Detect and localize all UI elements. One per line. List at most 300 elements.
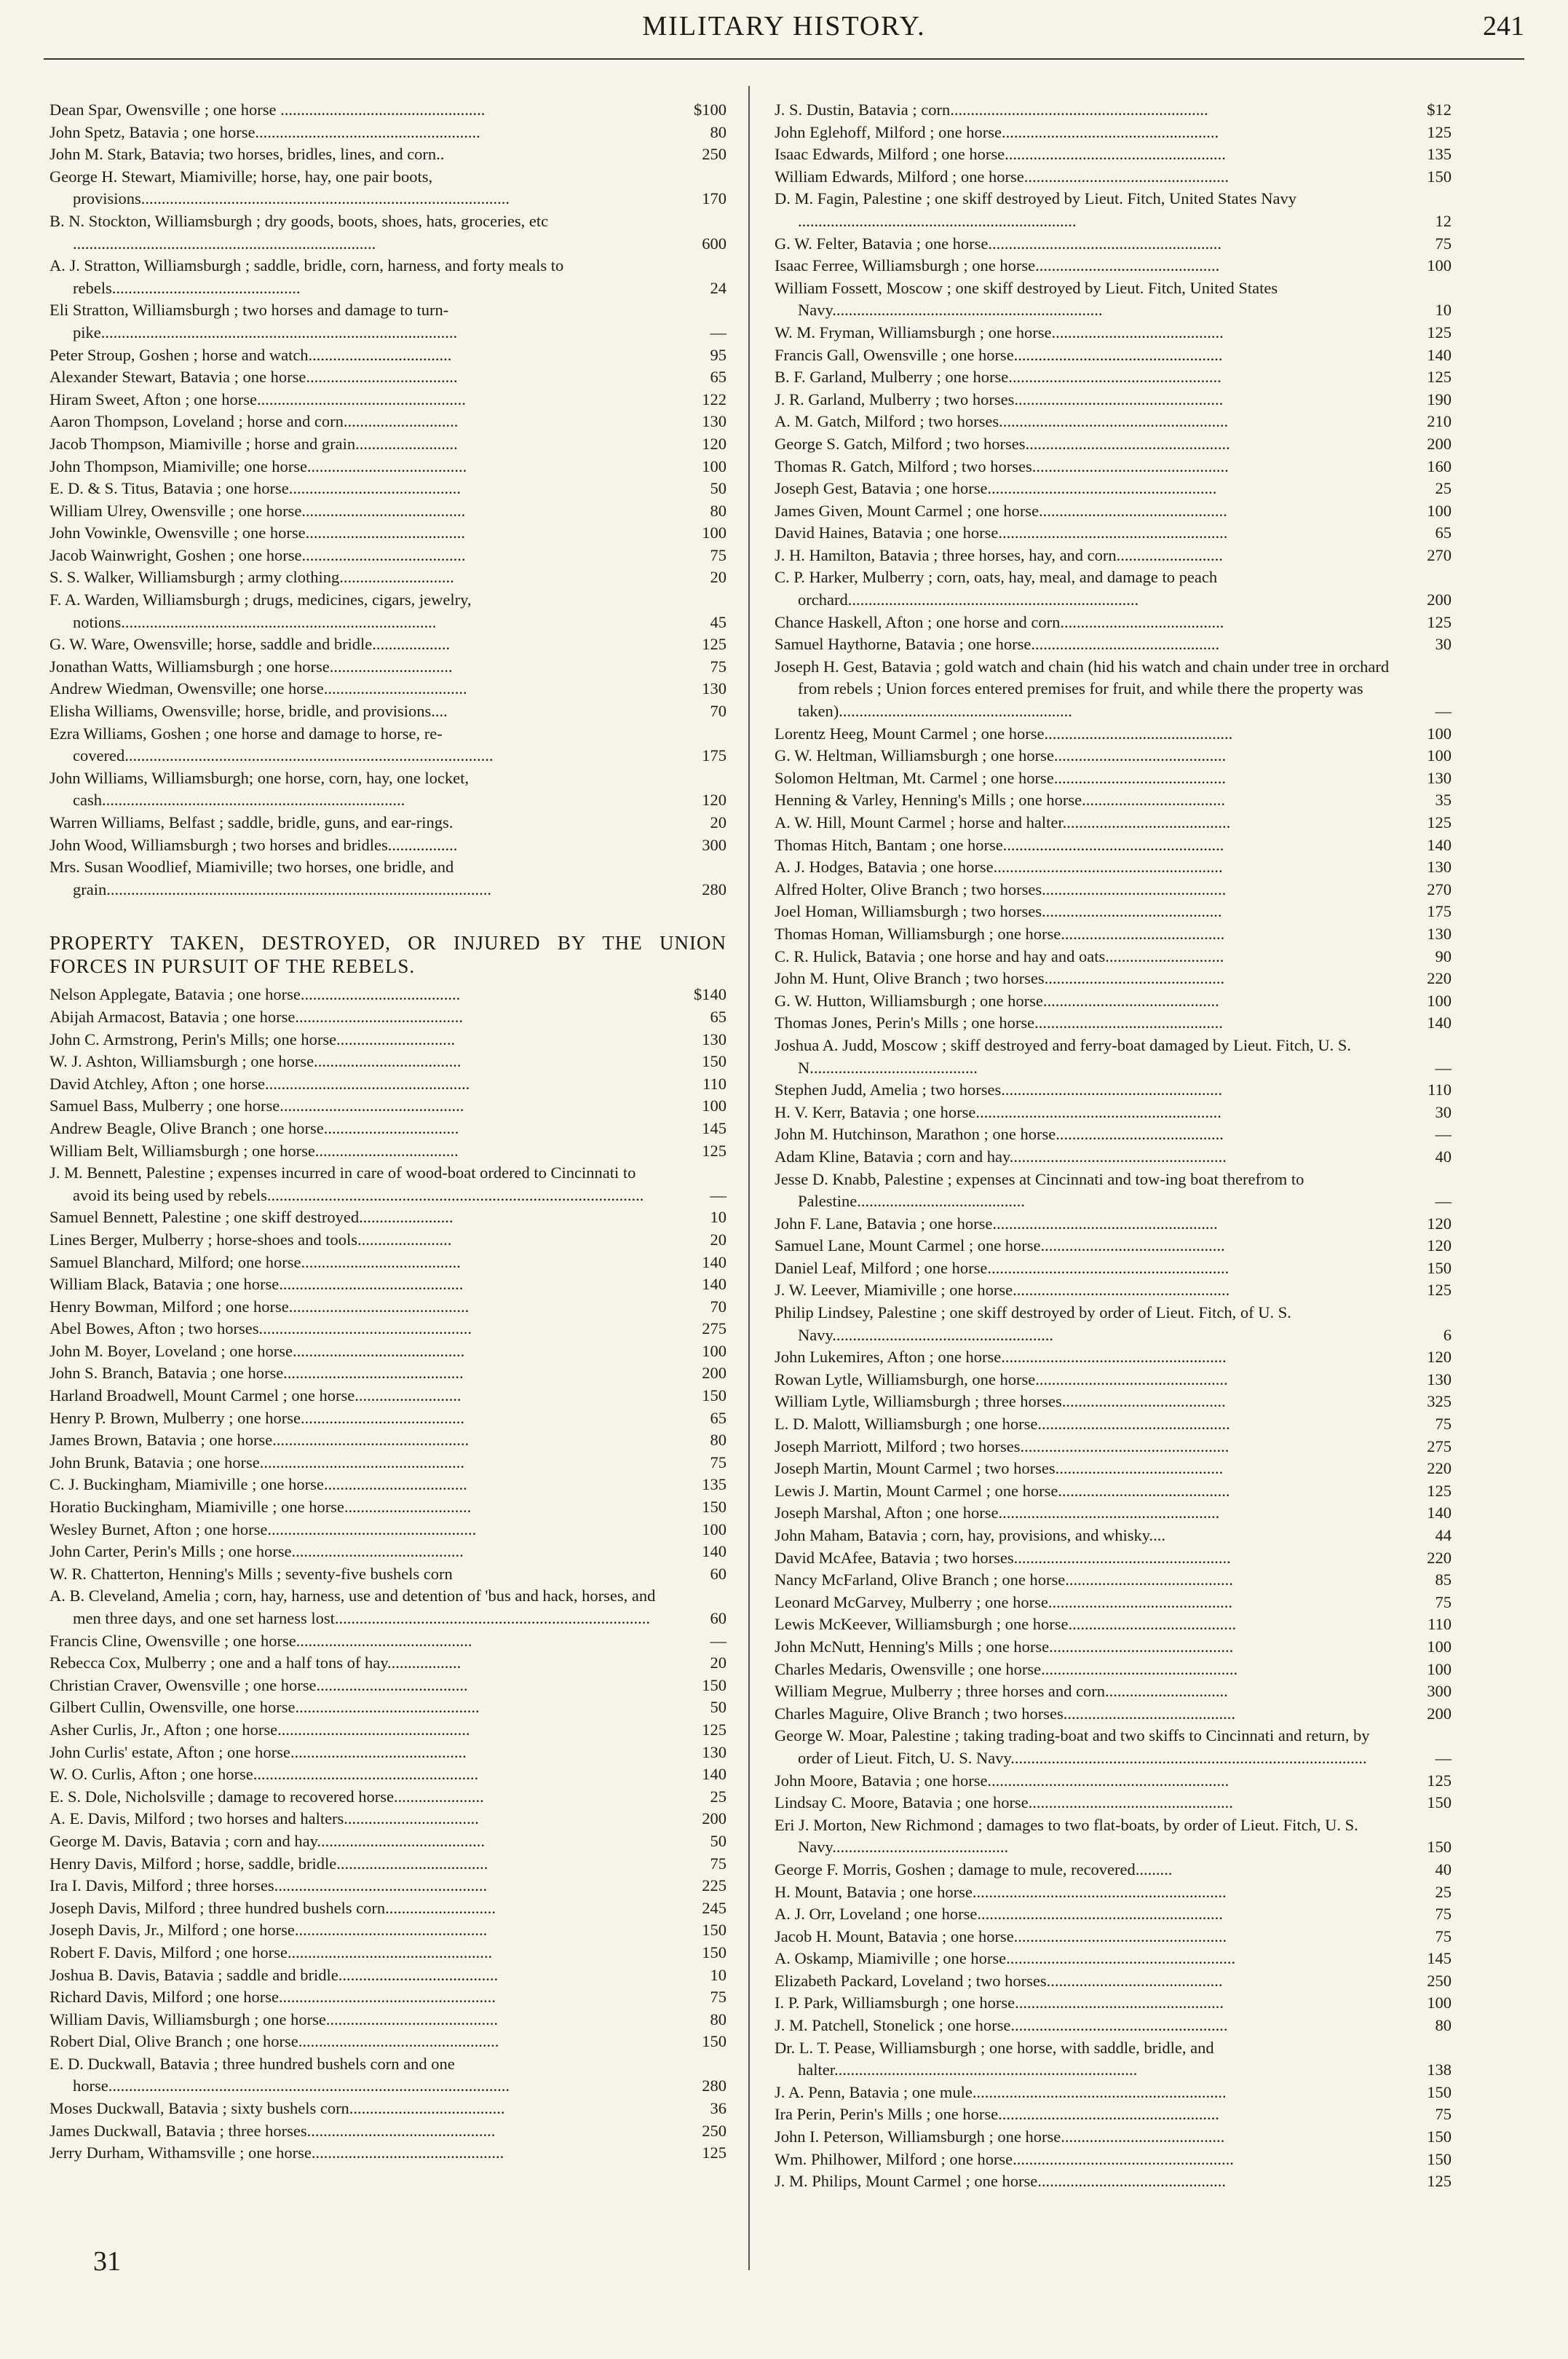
claim-amount: 65 xyxy=(710,1007,726,1026)
claim-entry xyxy=(50,255,726,299)
claim-description: Ezra Williams, Goshen ; one horse and damage to horse, re-covered.......................................................................................... xyxy=(50,724,494,765)
claim-amount: 140 xyxy=(702,1765,726,1784)
claim-description: John Brunk, Batavia ; one horse.................................................. xyxy=(50,1453,464,1471)
claim-amount: 40 xyxy=(1435,1860,1452,1878)
claim-amount: 225 xyxy=(702,1876,726,1895)
claim-description: E. D. & S. Titus, Batavia ; one horse.......................................... xyxy=(50,479,462,498)
claim-amount: 80 xyxy=(710,501,726,520)
claim-amount: 220 xyxy=(1427,1459,1452,1478)
claim-entry xyxy=(50,1318,726,1340)
claim-amount: 36 xyxy=(710,2099,726,2118)
claim-entry xyxy=(50,723,726,767)
claim-description: William Black, Batavia ; one horse............................................. xyxy=(50,1275,464,1294)
claim-entry xyxy=(50,2031,726,2053)
claim-entry xyxy=(50,1362,726,1385)
claim-description: John Williams, Williamsburgh; one horse, corn, hay, one locket, cash.......................................................................... xyxy=(50,768,470,810)
claim-description: Joseph Marriott, Milford ; two horses................................................... xyxy=(775,1437,1230,1455)
claim-amount: 100 xyxy=(702,523,726,542)
claim-entry xyxy=(50,1029,726,1051)
claim-entry xyxy=(775,1525,1452,1547)
claim-description: Christian Craver, Owensville ; one horse..................................... xyxy=(50,1675,468,1694)
claim-amount: 250 xyxy=(702,145,726,164)
claim-entry xyxy=(775,767,1452,790)
claim-description: John M. Boyer, Loveland ; one horse.......................................... xyxy=(50,1341,465,1360)
claim-description: Robert F. Davis, Milford ; one horse.................................................. xyxy=(50,1943,493,1961)
claim-entry xyxy=(50,1742,726,1764)
claim-entry xyxy=(50,1340,726,1363)
claim-amount: 10 xyxy=(710,1965,726,1984)
claim-entry xyxy=(775,1992,1452,2015)
claim-entry xyxy=(775,255,1452,277)
claim-entry xyxy=(50,566,726,589)
claim-entry xyxy=(775,1391,1452,1413)
claim-description: Gilbert Cullin, Owensville, one horse............................................. xyxy=(50,1698,480,1717)
claim-description: Jacob H. Mount, Batavia ; one horse.................................................... xyxy=(775,1927,1227,1945)
claim-amount: 24 xyxy=(710,278,726,297)
claim-description: Samuel Haythorne, Batavia ; one horse.............................................. xyxy=(775,635,1220,654)
claim-description: Chance Haskell, Afton ; one horse and corn........................................ xyxy=(775,612,1224,631)
claim-entry xyxy=(50,1986,726,2009)
claim-amount: 125 xyxy=(1427,122,1452,141)
claim-entry xyxy=(775,1502,1452,1525)
claim-amount: 140 xyxy=(1427,1503,1452,1522)
claim-amount: 100 xyxy=(1427,256,1452,275)
claim-description: Joseph Gest, Batavia ; one horse........................................................ xyxy=(775,479,1217,498)
claim-amount: 75 xyxy=(710,1854,726,1873)
claim-description: Andrew Beagle, Olive Branch ; one horse................................. xyxy=(50,1118,459,1137)
claim-amount: $100 xyxy=(694,100,726,119)
claim-entry xyxy=(50,2009,726,2031)
claim-entry xyxy=(50,984,726,1006)
claim-amount: 150 xyxy=(702,2032,726,2051)
claim-amount: 75 xyxy=(710,545,726,564)
claim-description: John Thompson, Miamiville; one horse....................................... xyxy=(50,457,467,475)
claim-description: George F. Morris, Goshen ; damage to mule, recovered......... xyxy=(775,1860,1173,1878)
claim-entry xyxy=(50,411,726,433)
claim-amount: 200 xyxy=(1427,590,1452,609)
claim-description: William Belt, Williamsburgh ; one horse................................... xyxy=(50,1141,459,1160)
claim-description: Elisha Williams, Owensville; horse, bridle, and provisions.... xyxy=(50,702,448,721)
claim-amount: 130 xyxy=(702,1742,726,1761)
claim-description: Wm. Philhower, Milford ; one horse...................................................... xyxy=(775,2149,1234,2168)
claim-amount: 210 xyxy=(1427,412,1452,431)
claim-description: Solomon Heltman, Mt. Carmel ; one horse.......................................... xyxy=(775,768,1226,787)
claim-entry xyxy=(775,1079,1452,1102)
claim-amount: 80 xyxy=(710,2010,726,2028)
claim-description: J. M. Philips, Mount Carmel ; one horse.............................................. xyxy=(775,2172,1226,2191)
claim-amount: 65 xyxy=(710,1408,726,1427)
claim-entry xyxy=(50,1563,726,1586)
left-column xyxy=(50,99,726,2165)
claim-entry xyxy=(775,1948,1452,1970)
claim-amount: 150 xyxy=(1427,167,1452,186)
claim-entry xyxy=(775,1012,1452,1035)
claim-description: G. W. Heltman, Williamsburgh ; one horse.......................................... xyxy=(775,746,1227,765)
claim-description: John F. Lane, Batavia ; one horse....................................................... xyxy=(775,1214,1218,1233)
claim-entry xyxy=(50,1273,726,1296)
claim-description: Jesse D. Knabb, Palestine ; expenses at Cincinnati and tow-ing boat therefrom to Palestine......................................... xyxy=(775,1169,1304,1211)
claim-amount: 25 xyxy=(1435,1882,1452,1901)
claim-amount: 600 xyxy=(702,234,726,253)
claim-description: Aaron Thompson, Loveland ; horse and corn............................ xyxy=(50,412,459,431)
claim-description: Dr. L. T. Pease, Williamsburgh ; one horse, with saddle, bridle, and halter.......................................................................... xyxy=(775,2038,1214,2079)
claim-amount: 75 xyxy=(710,1453,726,1471)
claim-entry xyxy=(775,1547,1452,1570)
claim-entry xyxy=(775,522,1452,545)
claim-entry xyxy=(50,1585,726,1629)
claim-description: L. D. Malott, Williamsburgh ; one horse............................................... xyxy=(775,1415,1230,1434)
claim-entry xyxy=(775,1302,1452,1346)
claim-description: Thomas R. Gatch, Milford ; two horses................................................ xyxy=(775,457,1229,475)
claim-amount: 20 xyxy=(710,813,726,831)
claim-description: Dean Spar, Owensville ; one horse .................................................. xyxy=(50,100,486,119)
claim-description: John Lukemires, Afton ; one horse....................................................... xyxy=(775,1348,1227,1367)
header-rule xyxy=(44,58,1524,60)
claim-description: William Fossett, Moscow ; one skiff destroyed by Lieut. Fitch, United States Navy.................................................................. xyxy=(775,278,1278,320)
claim-amount: 130 xyxy=(1427,924,1452,943)
claim-entry xyxy=(50,1162,726,1206)
claim-amount: 150 xyxy=(1427,1793,1452,1812)
claim-amount: 110 xyxy=(1428,1080,1452,1099)
claim-amount: 138 xyxy=(1427,2060,1452,2079)
claim-amount: 100 xyxy=(1427,991,1452,1010)
claim-entry xyxy=(50,1519,726,1541)
claim-amount: 150 xyxy=(702,1498,726,1517)
claim-entry xyxy=(50,1696,726,1719)
section-title: PROPERTY TAKEN, DESTROYED, OR INJURED BY THE UNION FORCES IN PURSUIT OF THE REBELS. xyxy=(50,932,726,978)
claim-entry xyxy=(50,1206,726,1229)
claim-amount: 130 xyxy=(1427,858,1452,877)
claim-entry xyxy=(50,2053,726,2098)
claim-amount: 25 xyxy=(710,1787,726,1806)
claim-entry xyxy=(775,1881,1452,1904)
claim-entry xyxy=(50,1452,726,1474)
claim-entry xyxy=(50,99,726,122)
claim-description: D. M. Fagin, Palestine ; one skiff destroyed by Lieut. Fitch, United States Navy .................................................................... xyxy=(775,189,1296,230)
claim-entry xyxy=(775,545,1452,567)
claim-entry xyxy=(775,812,1452,834)
claim-entry xyxy=(775,1814,1452,1859)
claim-entry xyxy=(775,946,1452,968)
claim-entry xyxy=(775,322,1452,344)
claim-entry xyxy=(50,2120,726,2143)
claim-entry xyxy=(775,745,1452,767)
claim-entry xyxy=(50,633,726,656)
claim-amount: 125 xyxy=(702,1720,726,1739)
claim-description: Alexander Stewart, Batavia ; one horse..................................... xyxy=(50,368,458,387)
claim-description: Robert Dial, Olive Branch ; one horse................................................. xyxy=(50,2032,499,2051)
claim-entry xyxy=(775,500,1452,523)
claim-description: Joshua B. Davis, Batavia ; saddle and bridle....................................... xyxy=(50,1965,499,1984)
claim-description: A. W. Hill, Mount Carmel ; horse and halter......................................... xyxy=(775,813,1231,831)
claim-amount: 70 xyxy=(710,702,726,721)
claim-description: William Edwards, Milford ; one horse.................................................. xyxy=(775,167,1230,186)
claim-description: Mrs. Susan Woodlief, Miamiville; two horses, one bridle, and grain.............................................................................................. xyxy=(50,858,491,898)
claim-amount: 140 xyxy=(702,1275,726,1294)
claim-description: Andrew Wiedman, Owensville; one horse................................... xyxy=(50,679,467,698)
claim-description: Abijah Armacost, Batavia ; one horse......................................... xyxy=(50,1007,464,1026)
claim-entry xyxy=(50,1073,726,1096)
claim-amount: 135 xyxy=(1427,145,1452,164)
claim-amount: 44 xyxy=(1435,1526,1452,1544)
claim-entry xyxy=(775,2103,1452,2126)
claim-amount: 125 xyxy=(1427,1481,1452,1500)
claim-entry xyxy=(50,1919,726,1942)
claim-description: Francis Gall, Owensville ; one horse................................................... xyxy=(775,345,1223,364)
claim-entry xyxy=(50,1942,726,1964)
claim-description: B. F. Garland, Mulberry ; one horse.................................................... xyxy=(775,368,1221,387)
claim-amount: 35 xyxy=(1435,791,1452,810)
claim-entry xyxy=(775,389,1452,411)
claim-entry xyxy=(50,143,726,166)
claim-amount: 20 xyxy=(710,1653,726,1672)
claim-amount: — xyxy=(1435,1125,1452,1144)
claim-description: Moses Duckwall, Batavia ; sixty bushels corn...................................... xyxy=(50,2099,505,2118)
claim-amount: 80 xyxy=(1435,2016,1452,2035)
claim-description: Joseph Davis, Milford ; three hundred bushels corn........................... xyxy=(50,1898,496,1917)
claim-amount: 150 xyxy=(702,1921,726,1940)
claim-entry xyxy=(775,2015,1452,2037)
claim-amount: 100 xyxy=(1427,1637,1452,1656)
claim-entry xyxy=(775,968,1452,990)
claim-description: Eli Stratton, Williamsburgh ; two horses and damage to turn-pike....................................................................................... xyxy=(50,301,458,341)
claim-description: Warren Williams, Belfast ; saddle, bridle, guns, and ear-rings. xyxy=(50,813,454,831)
claim-amount: 125 xyxy=(1427,323,1452,341)
claim-amount: 190 xyxy=(1427,390,1452,408)
claim-description: Joseph Davis, Jr., Milford ; one horse............................................... xyxy=(50,1921,488,1940)
claim-entry xyxy=(50,1252,726,1274)
claim-amount: 120 xyxy=(702,434,726,453)
claim-description: C. J. Buckingham, Miamiville ; one horse................................... xyxy=(50,1475,467,1494)
claim-amount: 80 xyxy=(710,122,726,141)
claim-amount: 150 xyxy=(702,1052,726,1071)
claim-entry xyxy=(775,1970,1452,1993)
claim-description: Nancy McFarland, Olive Branch ; one horse......................................... xyxy=(775,1570,1233,1589)
claim-description: Lewis J. Martin, Mount Carmel ; one horse.......................................... xyxy=(775,1481,1230,1500)
claim-amount: 125 xyxy=(702,635,726,654)
claim-amount: 125 xyxy=(1427,2172,1452,2191)
claim-amount: 130 xyxy=(1427,768,1452,787)
claim-entry xyxy=(50,344,726,367)
claim-entry xyxy=(775,901,1452,923)
claim-description: F. A. Warden, Williamsburgh ; drugs, medicines, cigars, jewelry, notions............................................................................. xyxy=(50,590,472,631)
claim-description: Hiram Sweet, Afton ; one horse................................................... xyxy=(50,390,466,408)
claim-entry xyxy=(775,1703,1452,1726)
claim-amount: 150 xyxy=(1427,2082,1452,2101)
claim-entry xyxy=(775,1257,1452,1280)
claim-entry xyxy=(775,1102,1452,1124)
claim-entry xyxy=(50,1808,726,1830)
claim-description: A. J. Orr, Loveland ; one horse............................................................ xyxy=(775,1905,1223,1924)
claim-description: Leonard McGarvey, Mulberry ; one horse............................................. xyxy=(775,1592,1233,1611)
claim-amount: 200 xyxy=(702,1364,726,1383)
claim-description: Samuel Bennett, Palestine ; one skiff destroyed....................... xyxy=(50,1208,454,1227)
claim-entry xyxy=(50,545,726,567)
claim-amount: 100 xyxy=(1427,1659,1452,1678)
claim-amount: 75 xyxy=(1435,1927,1452,1945)
claim-amount: 20 xyxy=(710,1230,726,1249)
claim-amount: 220 xyxy=(1427,1548,1452,1567)
claim-description: Henry Bowman, Milford ; one horse............................................ xyxy=(50,1297,470,1316)
claim-amount: 130 xyxy=(702,1030,726,1048)
claim-description: W. O. Curlis, Afton ; one horse....................................................... xyxy=(50,1765,479,1784)
claim-description: Adam Kline, Batavia ; corn and hay..................................................... xyxy=(775,1147,1227,1166)
claim-amount: — xyxy=(1435,1748,1452,1767)
claim-amount: 120 xyxy=(1427,1236,1452,1255)
claim-description: John C. Armstrong, Perin's Mills; one horse............................. xyxy=(50,1030,456,1048)
claim-description: Joshua A. Judd, Moscow ; skiff destroyed and ferry-boat damaged by Lieut. Fitch, U. S. N......................................... xyxy=(775,1035,1351,1077)
claim-description: David Haines, Batavia ; one horse........................................................ xyxy=(775,523,1228,542)
claim-description: Samuel Bass, Mulberry ; one horse............................................. xyxy=(50,1096,464,1115)
claim-entry xyxy=(775,1458,1452,1480)
right-column xyxy=(775,99,1452,2193)
claim-amount: 220 xyxy=(1427,969,1452,988)
claim-entry xyxy=(775,344,1452,367)
claim-amount: 125 xyxy=(1427,612,1452,631)
claim-amount: — xyxy=(1435,1058,1452,1077)
claim-description: Lindsay C. Moore, Batavia ; one horse.................................................. xyxy=(775,1793,1233,1812)
claim-amount: 30 xyxy=(1435,635,1452,654)
claim-entry xyxy=(775,1235,1452,1257)
claim-entry xyxy=(775,1279,1452,1302)
claim-entry xyxy=(775,122,1452,144)
running-title: MILITARY HISTORY. xyxy=(642,11,926,42)
claim-entry xyxy=(775,2170,1452,2193)
claim-amount: 140 xyxy=(1427,1013,1452,1032)
claim-amount: 60 xyxy=(710,1564,726,1583)
claim-description: Jonathan Watts, Williamsburgh ; one horse.............................. xyxy=(50,657,453,676)
claim-description: Thomas Homan, Williamsburgh ; one horse........................................ xyxy=(775,924,1225,943)
claim-description: A. M. Gatch, Milford ; two horses........................................................ xyxy=(775,412,1229,431)
claim-description: Richard Davis, Milford ; one horse..................................................... xyxy=(50,1988,496,2007)
claim-description: James Brown, Batavia ; one horse................................................ xyxy=(50,1431,470,1450)
claim-description: Daniel Leaf, Milford ; one horse........................................................... xyxy=(775,1258,1230,1277)
claim-description: J. S. Dustin, Batavia ; corn............................................................... xyxy=(775,100,1208,119)
claim-entry xyxy=(50,1897,726,1920)
claim-entry xyxy=(50,1875,726,1897)
claim-description: Lewis McKeever, Williamsburgh ; one horse......................................... xyxy=(775,1615,1237,1634)
claim-amount: 75 xyxy=(710,657,726,676)
page-number: 241 xyxy=(1483,11,1524,42)
claim-description: A. J. Hodges, Batavia ; one horse........................................................ xyxy=(775,858,1223,877)
claim-entry xyxy=(50,1296,726,1319)
claim-amount: 100 xyxy=(702,457,726,475)
claim-description: Ira Perin, Perin's Mills ; one horse...................................................... xyxy=(775,2105,1219,2124)
claim-amount: 85 xyxy=(1435,1570,1452,1589)
claim-entry xyxy=(50,1474,726,1496)
claim-description: A. B. Cleveland, Amelia ; corn, hay, harness, use and detention of 'bus and hack, horses, and men three days, and one set harness lost............................................................................. xyxy=(50,1587,656,1627)
claim-description: John Spetz, Batavia ; one horse....................................................... xyxy=(50,122,480,141)
claim-amount: 100 xyxy=(1427,501,1452,520)
claim-amount: 170 xyxy=(702,189,726,208)
claim-entry xyxy=(775,1480,1452,1503)
claim-entry xyxy=(775,233,1452,256)
claim-description: J. W. Leever, Miamiville ; one horse..................................................... xyxy=(775,1281,1230,1300)
claim-description: J. A. Penn, Batavia ; one mule.............................................................. xyxy=(775,2082,1227,2101)
claim-amount: 270 xyxy=(1427,880,1452,898)
claim-description: J. H. Hamilton, Batavia ; three horses, hay, and corn.......................... xyxy=(775,545,1223,564)
claim-description: John Moore, Batavia ; one horse........................................................... xyxy=(775,1771,1230,1790)
claim-entry xyxy=(775,456,1452,478)
claim-description: J. R. Garland, Mulberry ; two horses................................................... xyxy=(775,390,1224,408)
claim-amount: 25 xyxy=(1435,479,1452,498)
claim-description: A. Oskamp, Miamiville ; one horse........................................................ xyxy=(775,1949,1236,1968)
claim-amount: — xyxy=(710,323,726,341)
claim-amount: 110 xyxy=(1428,1615,1452,1634)
claim-amount: 275 xyxy=(702,1319,726,1338)
claim-entry xyxy=(775,612,1452,634)
claim-amount: 65 xyxy=(710,368,726,387)
claim-entry xyxy=(775,1926,1452,1948)
claim-amount: 250 xyxy=(1427,1971,1452,1990)
claim-description: David McAfee, Batavia ; two horses..................................................... xyxy=(775,1548,1231,1567)
claim-description: Stephen Judd, Amelia ; two horses...................................................... xyxy=(775,1080,1222,1099)
claim-entry xyxy=(50,1140,726,1163)
claim-description: Samuel Blanchard, Milford; one horse....................................... xyxy=(50,1252,461,1271)
claim-entry xyxy=(50,678,726,700)
claim-description: John McNutt, Henning's Mills ; one horse............................................. xyxy=(775,1637,1234,1656)
claim-entry xyxy=(50,433,726,456)
claim-amount: 160 xyxy=(1427,457,1452,475)
claim-description: Ira I. Davis, Milford ; three horses.................................................... xyxy=(50,1876,488,1895)
claim-entry xyxy=(775,143,1452,166)
claim-description: Charles Medaris, Owensville ; one horse................................................ xyxy=(775,1659,1238,1678)
claim-entry xyxy=(50,1630,726,1653)
claim-amount: 270 xyxy=(1427,545,1452,564)
claim-entry xyxy=(50,1407,726,1430)
claim-description: David Atchley, Afton ; one horse.................................................. xyxy=(50,1074,470,1093)
claim-description: John Vowinkle, Owensville ; one horse....................................... xyxy=(50,523,466,542)
claim-description: Joseph H. Gest, Batavia ; gold watch and chain (hid his watch and chain under tree in orchard from rebels ; Union forces entered premises for fruit, and while there the property was taken)......................................................... xyxy=(775,657,1390,721)
claim-amount: 110 xyxy=(702,1074,726,1093)
claim-description: E. S. Dole, Nicholsville ; damage to recovered horse...................... xyxy=(50,1787,484,1806)
claim-entry xyxy=(775,1613,1452,1636)
claim-description: C. R. Hulick, Batavia ; one horse and hay and oats............................. xyxy=(775,947,1224,965)
claim-entry xyxy=(50,1051,726,1073)
claim-amount: 200 xyxy=(1427,434,1452,453)
claim-entry xyxy=(775,478,1452,500)
claim-description: William Ulrey, Owensville ; one horse........................................ xyxy=(50,501,466,520)
claim-entry xyxy=(775,723,1452,746)
claim-description: John S. Branch, Batavia ; one horse............................................ xyxy=(50,1364,464,1383)
claim-description: Wesley Burnet, Afton ; one horse................................................... xyxy=(50,1520,477,1538)
claim-description: Horatio Buckingham, Miamiville ; one horse............................... xyxy=(50,1498,472,1517)
claim-entry xyxy=(50,478,726,500)
claim-entry xyxy=(775,1369,1452,1391)
claim-description: C. P. Harker, Mulberry ; corn, oats, hay, meal, and damage to peach orchard....................................................................... xyxy=(775,568,1218,609)
claim-entry xyxy=(50,856,726,901)
claim-description: Jacob Thompson, Miamiville ; horse and grain......................... xyxy=(50,434,458,453)
claim-description: Thomas Jones, Perin's Mills ; one horse.............................................. xyxy=(775,1013,1223,1032)
claim-entry xyxy=(50,834,726,857)
claim-description: Eri J. Morton, New Richmond ; damages to two flat-boats, by order of Lieut. Fitch, U. S. Navy........................................... xyxy=(775,1815,1358,1857)
claim-amount: — xyxy=(710,1631,726,1650)
claim-description: George S. Gatch, Milford ; two horses.................................................. xyxy=(775,434,1230,453)
claim-amount: 300 xyxy=(702,835,726,854)
claim-entry xyxy=(50,1541,726,1563)
claim-amount: 140 xyxy=(702,1542,726,1561)
claim-amount: 200 xyxy=(1427,1704,1452,1723)
claim-amount: 125 xyxy=(1427,813,1452,831)
claim-amount: 175 xyxy=(1427,902,1452,921)
claim-entry xyxy=(775,1770,1452,1793)
claim-entry xyxy=(775,166,1452,189)
claim-amount: $140 xyxy=(694,985,726,1004)
claim-entry xyxy=(775,366,1452,389)
claim-amount: 100 xyxy=(702,1520,726,1538)
claim-entry xyxy=(775,1903,1452,1926)
claim-amount: 130 xyxy=(1427,1370,1452,1388)
